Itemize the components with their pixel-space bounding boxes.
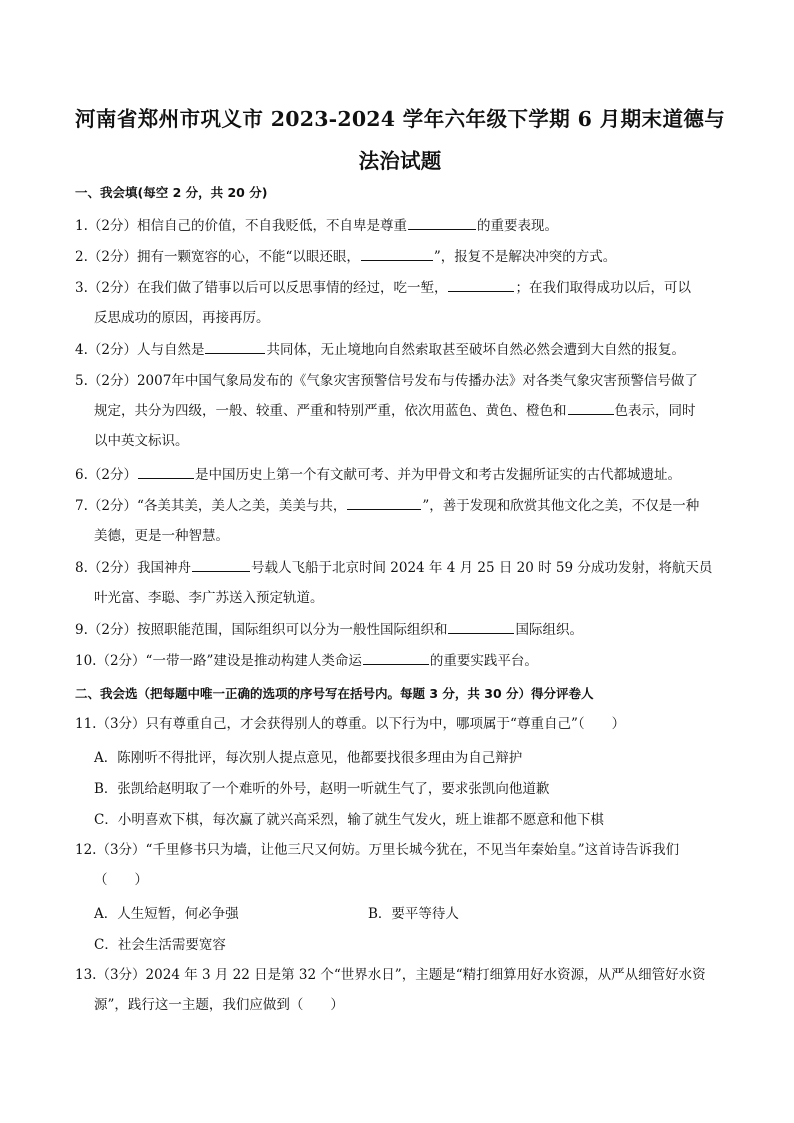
answer-blank[interactable] — [205, 339, 265, 354]
question-12: 12.（3分）“千里修书只为墙，让他三尺又何妨。万里长城今犹在，不见当年秦始皇。”这首诗告诉我们 （ ） — [75, 835, 725, 895]
question-9: 9.（2分）按照职能范围，国际组织可以分为一般性国际组织和 国际组织。 — [75, 615, 725, 645]
section-choice-heading: 二、我会选（把每题中唯一正确的选项的序号写在括号内。每题 3 分，共 30 分）得分评卷人 — [75, 686, 594, 701]
question-13: 13.（3分）2024 年 3 月 22 日是第 32 个“世界水日”，主题是“精打细算用好水资源，从严从细管好水资 源”，践行这一主题，我们应做到（ ） — [75, 967, 706, 1013]
answer-blank[interactable] — [408, 215, 476, 230]
section-fill-in-heading: 一、我会填(每空 2 分，共 20 分) — [75, 185, 268, 200]
question-8: 8.（2分）我国神舟 号载人飞船于北京时间 2024 年 4 月 25 日 20 时 59 分成功发射，将航天员 叶光富、李聪、李广苏送入预定轨道。 — [75, 553, 725, 613]
option-11-b[interactable]: B．张凯给赵明取了一个难听的外号，赵明一听就生气了，要求张凯向他道歉 — [94, 781, 550, 797]
question-1: 1.（2分）相信自己的价值，不自我贬低，不自卑是尊重 的重要表现。 — [75, 211, 725, 241]
option-12-c[interactable]: C．社会生活需要宽容 — [94, 937, 226, 953]
exam-title: 河南省郑州市巩义市 2023-2024 学年六年级下学期 6 月期末道德与法治试题 — [75, 107, 725, 173]
question-11: 11.（3分）只有尊重自己，才会获得别人的尊重。以下行为中，哪项属于“尊重自己”（ ） — [75, 716, 626, 732]
question-3: 3.（2分）在我们做了错事以后可以反思事情的经过，吃一堑， ；在我们取得成功以后，可以 反思成功的原因，再接再厉。 — [75, 273, 725, 333]
question-2: 2.（2分）拥有一颗宽容的心，不能“以眼还眼， ”，报复不是解决冲突的方式。 — [75, 242, 725, 272]
question-6: 6.（2分） 是中国历史上第一个有文献可考、并为甲骨文和考古发掘所证实的古代都城遗址。 — [75, 460, 725, 490]
option-11-c[interactable]: C．小明喜欢下棋，每次赢了就兴高采烈，输了就生气发火，班上谁都不愿意和他下棋 — [94, 812, 604, 828]
option-12-b[interactable]: B．要平等待人 — [368, 906, 459, 922]
answer-blank[interactable] — [138, 464, 194, 479]
answer-blank[interactable] — [347, 495, 421, 510]
answer-blank[interactable] — [363, 650, 429, 665]
answer-blank[interactable] — [192, 557, 250, 572]
question-10: 10.（2分）“一带一路”建设是推动构建人类命运 的重要实践平台。 — [75, 646, 725, 676]
option-11-a[interactable]: A．陈刚听不得批评，每次别人提点意见，他都要找很多理由为自己辩护 — [94, 750, 523, 766]
answer-blank[interactable] — [448, 277, 514, 292]
answer-parentheses[interactable]: （ ） — [94, 872, 148, 888]
answer-blank[interactable] — [448, 619, 514, 634]
question-4: 4.（2分）人与自然是 共同体，无止境地向自然索取甚至破坏自然必然会遭到大自然的报复。 — [75, 335, 725, 365]
answer-blank[interactable] — [361, 246, 433, 261]
option-12-a[interactable]: A．人生短暂，何必争强 — [94, 906, 239, 922]
question-5: 5.（2分）2007年中国气象局发布的《气象灾害预警信号发布与传播办法》对各类气象灾害预警信号做了 规定，共分为四级，一般、较重、严重和特别严重，依次用蓝色、黄色、橙色和 色表示，同时 以中英文标识。 — [75, 373, 698, 449]
answer-blank[interactable] — [568, 400, 614, 415]
question-7: 7.（2分）“各美其美，美人之美，美美与共， ”，善于发现和欣赏其他文化之美，不仅是一种 美德，更是一种智慧。 — [75, 491, 725, 551]
